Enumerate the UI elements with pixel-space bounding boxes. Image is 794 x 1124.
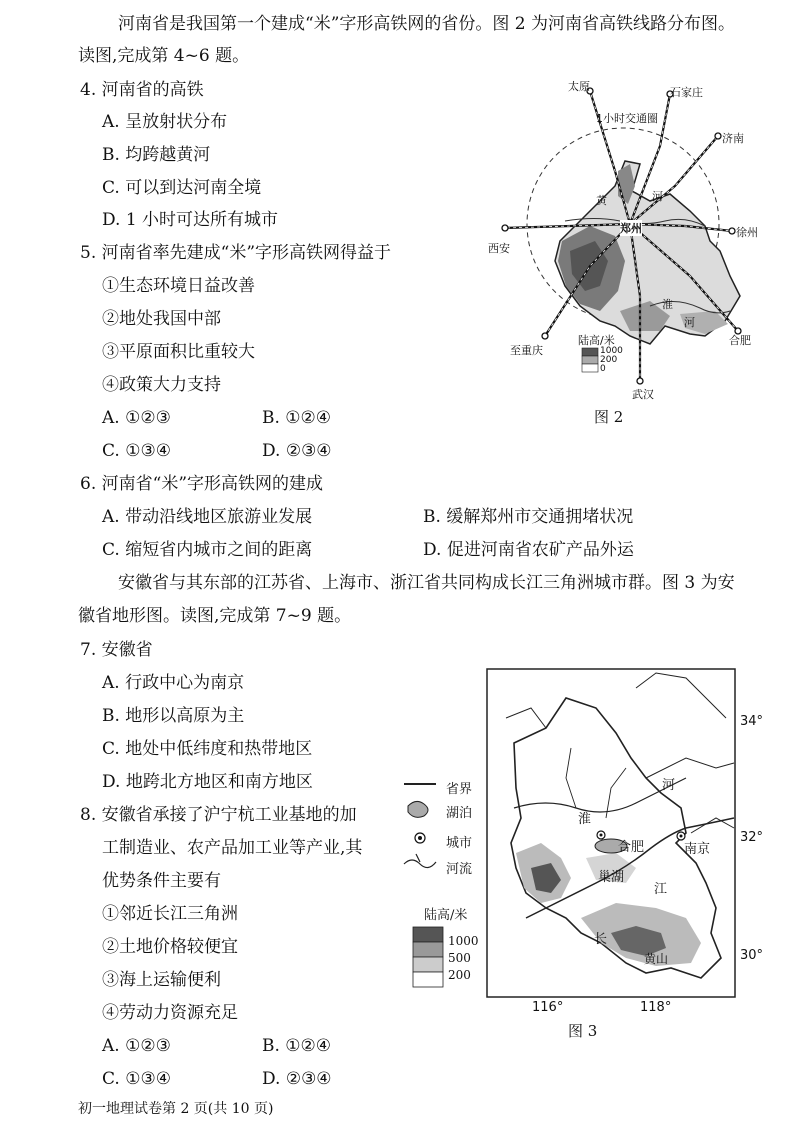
q5-option-c: C. ①③④ <box>102 441 171 461</box>
q4-option-b: B. 均跨越黄河 <box>102 145 211 165</box>
fig3-elev-200: 200 <box>448 968 471 982</box>
fig2-river-char-2: 河 <box>652 190 663 203</box>
fig3-legend-symbols <box>402 774 442 874</box>
page-footer: 初一地理试卷第 2 页(共 10 页) <box>78 1101 274 1117</box>
q8-option-a: A. ①②③ <box>102 1036 171 1056</box>
fig3-lat-34: 34° <box>740 714 764 729</box>
fig2-city-chongqing: 至重庆 <box>510 344 543 357</box>
fig3-lat-32: 32° <box>740 830 764 845</box>
fig3-label-jiang: 江 <box>654 882 668 897</box>
intro1-line2: 读图,完成第 4~6 题。 <box>78 46 250 66</box>
fig3-lon-118: 118° <box>640 1000 672 1015</box>
fig2-river-char-4: 河 <box>684 316 695 329</box>
fig3-label-hefei: 合肥 <box>618 840 645 855</box>
fig2-center-zhengzhou: 郑州 <box>620 222 642 235</box>
q4-option-d: D. 1 小时可达所有城市 <box>102 210 279 230</box>
fig3-elev-scale <box>412 926 446 990</box>
q8-item-1: ①邻近长江三角洲 <box>102 904 238 924</box>
q5-item-4: ④政策大力支持 <box>102 375 221 395</box>
anhui-topo-map <box>486 668 736 998</box>
q5-option-d: D. ②③④ <box>262 441 332 461</box>
q4-stem: 4. 河南省的高铁 <box>80 80 204 100</box>
fig2-river-char-1: 黄 <box>596 194 607 207</box>
fig2-city-taiyuan: 太原 <box>568 80 590 93</box>
fig3-label-he: 河 <box>662 778 676 793</box>
q5-stem: 5. 河南省率先建成“米”字形高铁网得益于 <box>80 243 392 263</box>
fig3-label-chang: 长 <box>594 932 608 947</box>
q4-option-a: A. 呈放射状分布 <box>102 112 228 132</box>
fig2-river-char-3: 淮 <box>662 298 673 311</box>
q8-item-3: ③海上运输便利 <box>102 970 221 990</box>
fig3-caption: 图 3 <box>568 1022 598 1040</box>
fig3-legend-lake: 湖泊 <box>446 806 473 821</box>
intro2-line2: 徽省地形图。读图,完成第 7~9 题。 <box>78 606 352 626</box>
fig3-lon-116: 116° <box>532 1000 564 1015</box>
q8-option-b: B. ①②④ <box>262 1036 332 1056</box>
q5-item-3: ③平原面积比重较大 <box>102 342 255 362</box>
fig2-legend-200: 200 <box>600 355 618 365</box>
q5-option-a: A. ①②③ <box>102 408 171 428</box>
q6-option-a: A. 带动沿线地区旅游业发展 <box>102 507 313 527</box>
q8-stem-line3: 优势条件主要有 <box>102 871 221 891</box>
fig2-city-jinan: 济南 <box>722 132 744 145</box>
fig2-city-xuzhou: 徐州 <box>736 226 758 239</box>
fig2-legend-1000: 1000 <box>600 346 623 356</box>
fig2-city-hefei: 合肥 <box>729 334 751 347</box>
intro2-line1: 安徽省与其东部的江苏省、上海市、浙江省共同构成长江三角洲城市群。图 3 为安 <box>118 573 735 593</box>
q7-option-b: B. 地形以高原为主 <box>102 706 245 726</box>
fig2-legend-0: 0 <box>600 364 606 374</box>
q6-option-d: D. 促进河南省农矿产品外运 <box>423 540 634 560</box>
q6-option-b: B. 缓解郑州市交通拥堵状况 <box>423 507 634 527</box>
q7-option-c: C. 地处中低纬度和热带地区 <box>102 739 313 759</box>
fig3-legend-river: 河流 <box>446 862 473 877</box>
fig2-circle-label: 1小时交通圈 <box>596 112 658 125</box>
intro1-line1: 河南省是我国第一个建成“米”字形高铁网的省份。图 2 为河南省高铁线路分布图。 <box>118 14 736 34</box>
fig3-lat-30: 30° <box>740 948 764 963</box>
q6-option-c: C. 缩短省内城市之间的距离 <box>102 540 313 560</box>
q8-item-2: ②土地价格较便宜 <box>102 937 238 957</box>
fig3-label-huai: 淮 <box>578 812 592 827</box>
fig3-label-nanjing: 南京 <box>684 842 711 857</box>
q7-option-a: A. 行政中心为南京 <box>102 673 245 693</box>
q8-stem-line2: 工制造业、农产品加工业等产业,其 <box>102 838 363 858</box>
q8-stem-line1: 8. 安徽省承接了沪宁杭工业基地的加 <box>80 805 357 825</box>
fig3-label-chaohu: 巢湖 <box>598 870 625 885</box>
q7-option-d: D. 地跨北方地区和南方地区 <box>102 772 313 792</box>
fig2-legend-title: 陆高/米 <box>578 334 615 347</box>
q5-item-2: ②地处我国中部 <box>102 309 221 329</box>
q8-option-d: D. ②③④ <box>262 1069 332 1089</box>
fig3-elev-500: 500 <box>448 951 471 965</box>
fig2-city-shijiazhuang: 石家庄 <box>670 86 703 99</box>
q7-stem: 7. 安徽省 <box>80 640 153 660</box>
q8-item-4: ④劳动力资源充足 <box>102 1003 238 1023</box>
fig2-city-wuhan: 武汉 <box>632 388 654 401</box>
fig3-elev-1000: 1000 <box>448 934 479 948</box>
q4-option-c: C. 可以到达河南全境 <box>102 178 262 198</box>
fig2-city-xian: 西安 <box>488 242 510 255</box>
fig2-caption: 图 2 <box>594 408 624 426</box>
fig3-legend-border: 省界 <box>446 782 473 797</box>
fig3-elev-title: 陆高/米 <box>424 908 468 923</box>
fig3-label-huangshan: 黄山 <box>644 952 669 966</box>
q6-stem: 6. 河南省“米”字形高铁网的建成 <box>80 474 324 494</box>
fig3-legend-city: 城市 <box>446 836 473 851</box>
q8-option-c: C. ①③④ <box>102 1069 171 1089</box>
q5-item-1: ①生态环境日益改善 <box>102 276 255 296</box>
q5-option-b: B. ①②④ <box>262 408 332 428</box>
